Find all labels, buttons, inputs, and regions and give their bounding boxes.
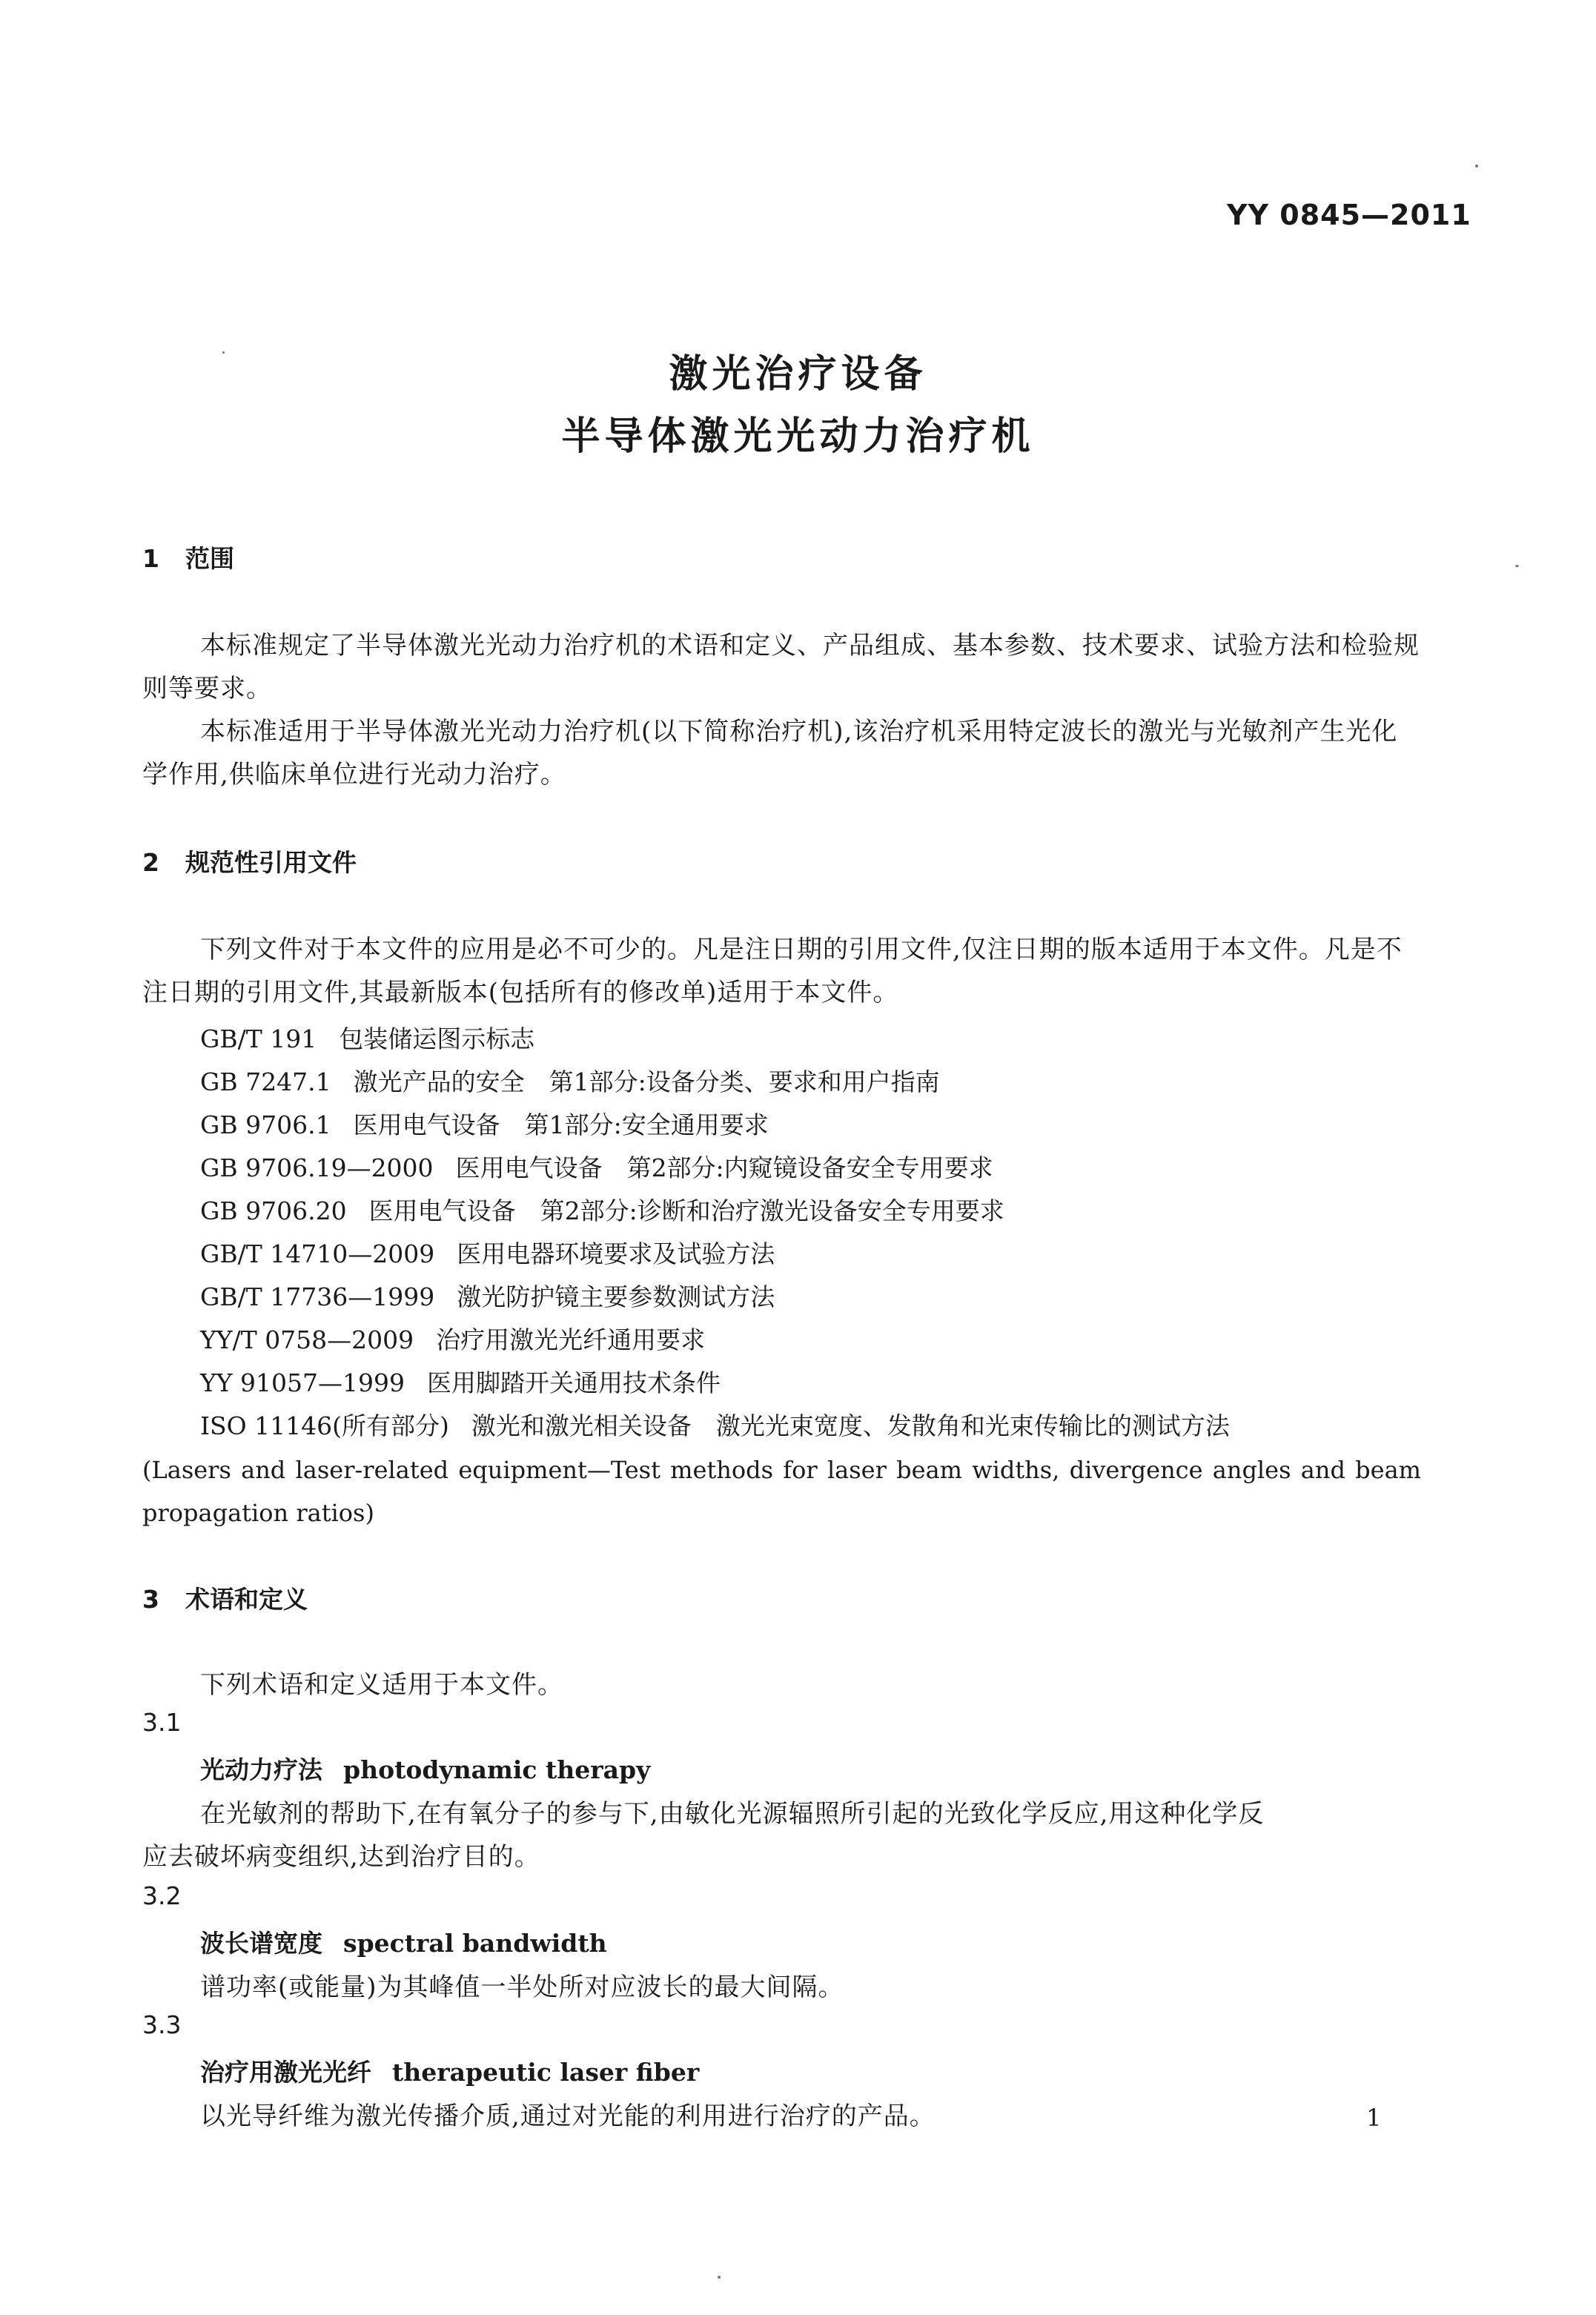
iso-english-title: (Lasers and laser-related equipment—Test methods for laser beam widths, divergence angles and beam propagation ratios) bbox=[142, 1456, 1421, 1527]
reference-code: YY/T 0758—2009 bbox=[200, 1325, 414, 1354]
reference-item bbox=[200, 1278, 775, 1313]
term-definition bbox=[200, 1966, 1421, 2009]
term-english: photodynamic therapy bbox=[343, 1755, 651, 1784]
scan-speck bbox=[718, 2276, 721, 2279]
reference-title: 激光防护镜主要参数测试方法 bbox=[457, 1282, 775, 1311]
title-line-2: 半导体激光光动力治疗机 bbox=[561, 414, 1035, 459]
definition-line: 谱功率(或能量)为其峰值一半处所对应波长的最大间隔。 bbox=[200, 1973, 844, 2002]
reference-item bbox=[200, 1063, 940, 1098]
term-definition bbox=[142, 1792, 1421, 1878]
term-heading bbox=[200, 2053, 699, 2088]
reference-title: 医用电气设备 第2部分:诊断和治疗激光设备安全专用要求 bbox=[368, 1196, 1004, 1225]
reference-code: GB 9706.19—2000 bbox=[200, 1153, 434, 1182]
reference-title: 激光产品的安全 第1部分:设备分类、要求和用户指南 bbox=[353, 1067, 940, 1096]
section-number: 3 bbox=[142, 1585, 159, 1614]
reference-code: GB 7247.1 bbox=[200, 1067, 331, 1096]
term-chinese: 光动力疗法 bbox=[200, 1755, 322, 1784]
reference-item bbox=[200, 1235, 775, 1270]
term-english: therapeutic laser fiber bbox=[392, 2058, 700, 2087]
term-number: 3.1 bbox=[142, 1708, 182, 1737]
section-number: 2 bbox=[142, 848, 159, 877]
term-chinese: 治疗用激光光纤 bbox=[200, 2058, 371, 2087]
scan-speck bbox=[1515, 565, 1519, 567]
reference-item bbox=[200, 1149, 993, 1184]
reference-item bbox=[200, 1106, 769, 1141]
reference-item bbox=[200, 1192, 1004, 1227]
term-definition bbox=[200, 2095, 1421, 2138]
reference-title: 治疗用激光光纤通用要求 bbox=[436, 1325, 706, 1354]
reference-code: GB/T 14710—2009 bbox=[200, 1239, 435, 1268]
section-1-paragraph-2: 本标准适用于半导体激光光动力治疗机(以下简称治疗机),该治疗机采用特定波长的激光与光敏剂产生光化学作用,供临床单位进行光动力治疗。 bbox=[142, 717, 1398, 789]
scan-speck bbox=[1475, 165, 1478, 168]
reference-item bbox=[200, 1321, 705, 1356]
section-1-heading bbox=[142, 540, 234, 574]
section-3-heading bbox=[142, 1580, 308, 1615]
term-heading bbox=[200, 1924, 607, 1959]
reference-code: GB/T 17736—1999 bbox=[200, 1282, 435, 1311]
reference-title: 医用电气设备 第1部分:安全通用要求 bbox=[353, 1110, 769, 1139]
term-heading bbox=[200, 1751, 650, 1786]
reference-code: ISO 11146(所有部分) bbox=[200, 1411, 449, 1440]
scan-speck bbox=[222, 351, 225, 354]
section-2-intro: 下列文件对于本文件的应用是必不可少的。凡是注日期的引用文件,仅注日期的版本适用于本文件。凡是不注日期的引用文件,其最新版本(包括所有的修改单)适用于本文件。 bbox=[142, 935, 1403, 1007]
definition-line: 以光导纤维为激光传播介质,通过对光能的利用进行治疗的产品。 bbox=[200, 2102, 936, 2131]
reference-code: GB/T 191 bbox=[200, 1024, 317, 1053]
reference-code: GB 9706.1 bbox=[200, 1110, 331, 1139]
section-title: 规范性引用文件 bbox=[185, 848, 357, 877]
title-line-1: 激光治疗设备 bbox=[669, 352, 927, 397]
page-number: 1 bbox=[1366, 2104, 1382, 2132]
reference-title: 医用电气设备 第2部分:内窥镜设备安全专用要求 bbox=[455, 1153, 993, 1182]
section-title: 术语和定义 bbox=[185, 1585, 308, 1614]
reference-item bbox=[200, 1020, 534, 1055]
term-number: 3.2 bbox=[142, 1881, 182, 1910]
term-number: 3.3 bbox=[142, 2010, 182, 2039]
term-english: spectral bandwidth bbox=[343, 1929, 607, 1958]
reference-code: GB 9706.20 bbox=[200, 1196, 347, 1225]
reference-title: 包装储运图示标志 bbox=[339, 1024, 535, 1053]
section-1-paragraph-1: 本标准规定了半导体激光光动力治疗机的术语和定义、产品组成、基本参数、技术要求、试验方法和检验规则等要求。 bbox=[142, 631, 1420, 703]
definition-continuation: 应去破坏病变组织,达到治疗目的。 bbox=[142, 1842, 540, 1872]
section-3-intro: 下列术语和定义适用于本文件。 bbox=[200, 1670, 563, 1700]
definition-line: 在光敏剂的帮助下,在有氧分子的参与下,由敏化光源辐照所引起的光致化学反应,用这种化学反 bbox=[200, 1799, 1265, 1829]
standard-number: YY 0845—2011 bbox=[1227, 199, 1471, 231]
reference-title: 医用电器环境要求及试验方法 bbox=[457, 1239, 775, 1268]
section-2-heading bbox=[142, 844, 357, 878]
reference-item bbox=[200, 1407, 1230, 1442]
reference-code: YY 91057—1999 bbox=[200, 1368, 405, 1397]
reference-title: 激光和激光相关设备 激光光束宽度、发散角和光束传输比的测试方法 bbox=[471, 1411, 1230, 1440]
section-number: 1 bbox=[142, 544, 159, 573]
term-chinese: 波长谱宽度 bbox=[200, 1929, 322, 1958]
reference-title: 医用脚踏开关通用技术条件 bbox=[427, 1368, 721, 1397]
reference-item bbox=[200, 1364, 721, 1399]
section-title: 范围 bbox=[185, 544, 234, 573]
